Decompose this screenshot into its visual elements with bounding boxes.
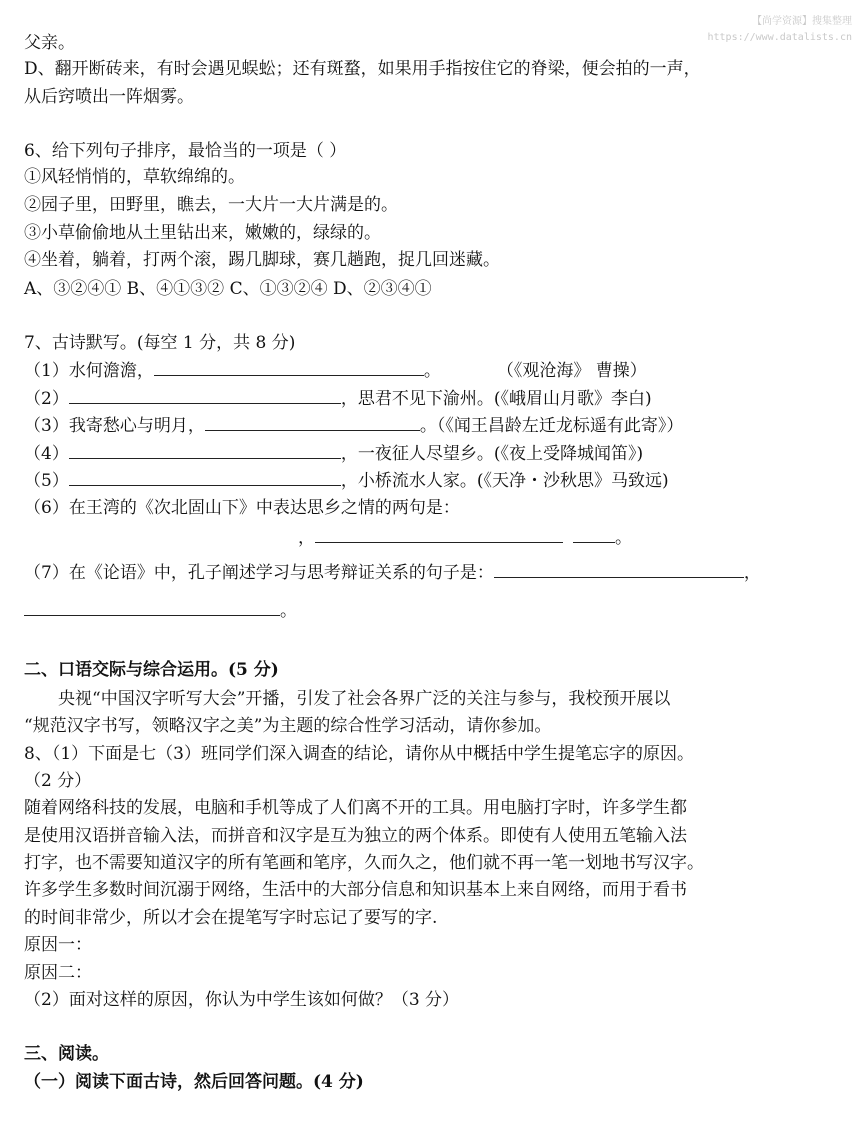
q8-stem-line2: （2 分） — [24, 771, 92, 791]
watermark-url: https://www.datalists.cn — [707, 32, 852, 43]
q8-material-line4: 许多学生多数时间沉溺于网络，生活中的大部分信息和知识基本上来自网络，而用于看书 — [24, 880, 687, 900]
q7-6-answer — [298, 524, 632, 551]
q7-7-comma: ， — [743, 563, 761, 583]
q7-1-source: （《观沧海》 曹操） — [496, 361, 647, 381]
q7-6-answer-blank-1[interactable] — [315, 524, 563, 543]
q7-6-comma: ， — [298, 528, 315, 548]
q8-reason-2-label: 原因二： — [24, 963, 92, 983]
q7-6-period: 。 — [615, 528, 632, 548]
q7-stem: 7、古诗默写。(每空 1 分，共 8 分) — [24, 333, 296, 353]
q7-line-3 — [24, 412, 683, 439]
q7-2-suffix: ，思君不见下渝州。(《峨眉山月歌》李白) — [340, 389, 652, 409]
q6-item-2: ②园子里，田野里，瞧去，一大片一大片满是的。 — [24, 195, 398, 215]
q7-1-period: 。 — [423, 361, 441, 381]
prev-option-d-line2: 从后窍喷出一阵烟雾。 — [24, 87, 194, 107]
q7-line-4 — [24, 440, 643, 467]
q8-material-line3: 打字，也不需要知道汉字的所有笔画和笔序，久而久之，他们就不再一笔一划地书写汉字。 — [24, 853, 704, 873]
q7-line-6: （6）在王湾的《次北固山下》中表达思乡之情的两句是： — [24, 498, 460, 518]
q6-item-1: ①风轻悄悄的，草软绵绵的。 — [24, 167, 245, 187]
section-3-title: 三、阅读。 — [24, 1044, 109, 1064]
q7-7-prefix: （7）在《论语》中，孔子阐述学习与思考辩证关系的句子是： — [24, 563, 494, 583]
q7-4-answer-blank[interactable] — [69, 440, 341, 459]
q7-4-prefix: （4） — [24, 444, 69, 464]
section-3-sub-1: （一）阅读下面古诗，然后回答问题。(4 分) — [24, 1072, 364, 1092]
q7-3-answer-blank[interactable] — [205, 412, 420, 431]
section-2-title: 二、口语交际与综合运用。(5 分) — [24, 660, 279, 680]
q7-6-answer-blank-2[interactable] — [573, 524, 615, 543]
q6-item-4: ④坐着，躺着，打两个滚，踢几脚球，赛几趟跑，捉几回迷藏。 — [24, 250, 500, 270]
prev-option-d-line1: D、翻开断砖来，有时会遇见蜈蚣；还有斑蝥，如果用手指按住它的脊梁，便会拍的一声， — [24, 59, 701, 79]
q7-7-answer-blank-2[interactable] — [24, 597, 280, 616]
prev-tail: 父亲。 — [24, 33, 75, 53]
q8-part-2: （2）面对这样的原因，你认为中学生该如何做？（3 分） — [24, 990, 460, 1010]
section-2-intro-line2: “规范汉字书写，领略汉字之美”为主题的综合性学习活动，请你参加。 — [24, 716, 552, 736]
q7-1-answer-blank[interactable] — [154, 357, 424, 376]
q6-item-3: ③小草偷偷地从土里钻出来，嫩嫩的，绿绿的。 — [24, 223, 381, 243]
q6-stem: 6、给下列句子排序，最恰当的一项是（ ） — [24, 141, 347, 161]
q7-3-suffix: 。（《闻王昌龄左迁龙标遥有此寄》） — [419, 416, 684, 436]
q8-stem-line1: 8、（1）下面是七（3）班同学们深入调查的结论，请你从中概括中学生提笔忘字的原因。 — [24, 744, 694, 764]
section-2-intro-line1: 央视“中国汉字听写大会”开播，引发了社会各界广泛的关注与参与，我校预开展以 — [58, 689, 671, 709]
q6-options: A、③②④① B、④①③② C、①③②④ D、②③④① — [24, 279, 432, 299]
q7-2-answer-blank[interactable] — [69, 385, 341, 404]
watermark-source: 【尚学资源】搜集整理 — [752, 16, 852, 27]
watermark — [708, 14, 853, 46]
q7-line-7-cont — [24, 597, 297, 624]
q7-5-prefix: （5） — [24, 471, 69, 491]
q7-line-5 — [24, 467, 669, 494]
q7-3-prefix: （3）我寄愁心与明月， — [24, 416, 205, 436]
q8-material-line1: 随着网络科技的发展，电脑和手机等成了人们离不开的工具。用电脑打字时，许多学生都 — [24, 798, 687, 818]
q7-1-prefix: （1）水何澹澹， — [24, 361, 154, 381]
q7-2-prefix: （2） — [24, 389, 69, 409]
q7-line-2 — [24, 385, 652, 412]
q7-5-answer-blank[interactable] — [69, 467, 341, 486]
q7-line-7 — [24, 559, 761, 586]
q7-7-answer-blank-1[interactable] — [494, 559, 744, 578]
q8-material-line2: 是使用汉语拼音输入法，而拼音和汉字是互为独立的两个体系。即使有人使用五笔输入法 — [24, 826, 687, 846]
q8-material-line5: 的时间非常少，所以才会在提笔写字时忘记了要写的字. — [24, 908, 438, 928]
q7-line-1 — [24, 357, 647, 384]
q7-7-period: 。 — [280, 601, 297, 621]
q7-5-suffix: ，小桥流水人家。(《天净・沙秋思》马致远) — [340, 471, 669, 491]
q8-reason-1-label: 原因一： — [24, 935, 92, 955]
q7-4-suffix: ，一夜征人尽望乡。(《夜上受降城闻笛》) — [340, 444, 644, 464]
